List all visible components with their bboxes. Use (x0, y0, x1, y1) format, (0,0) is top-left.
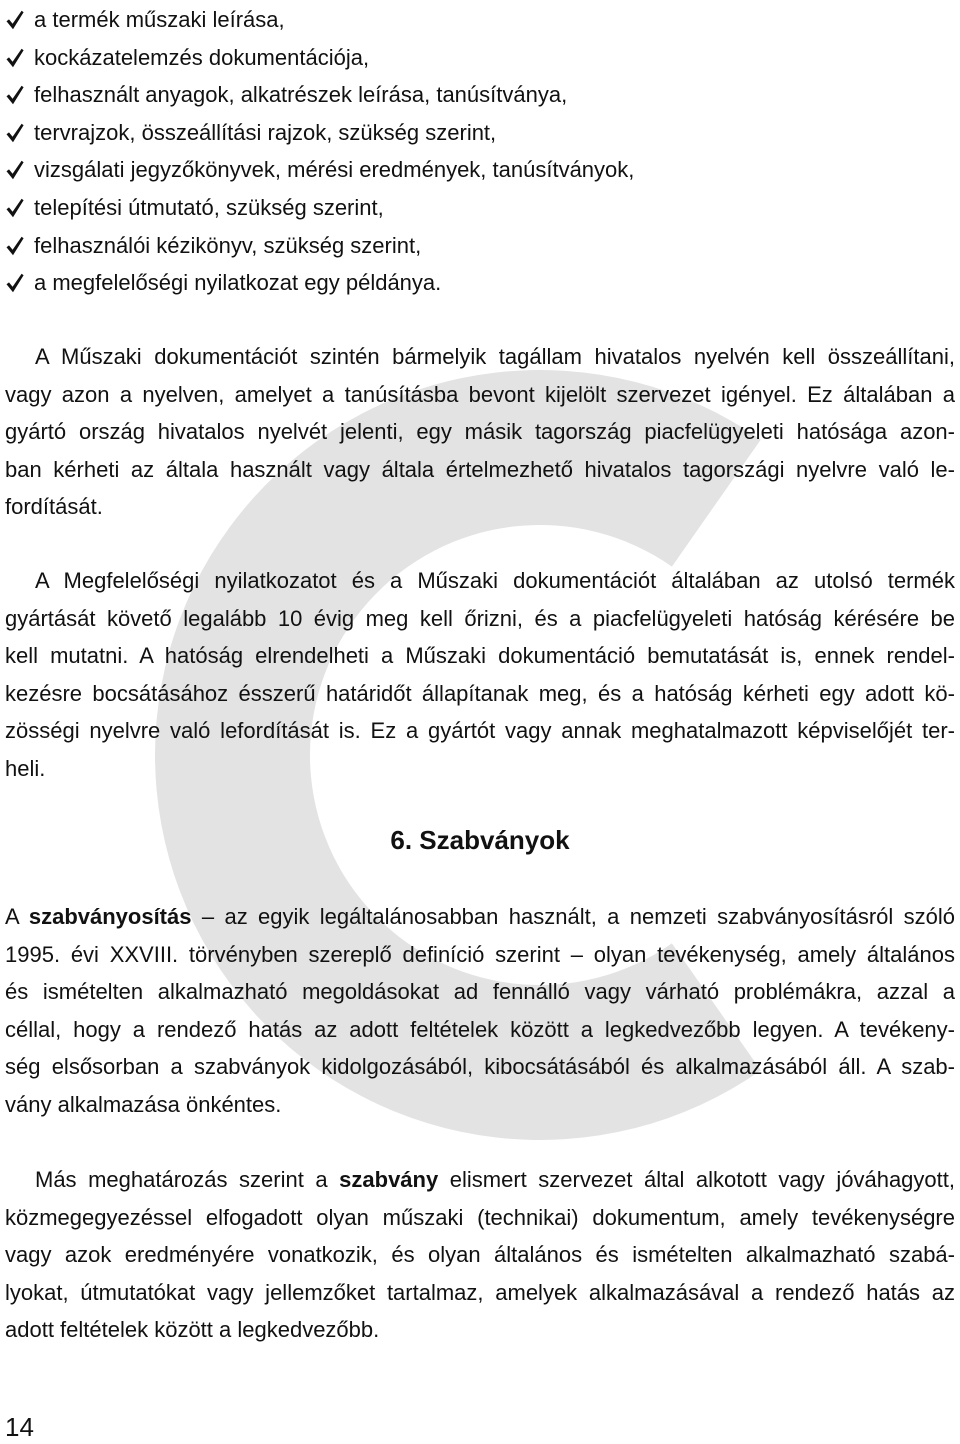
paragraph-retention-period (5, 562, 955, 787)
paragraph-line: és ismételten alkalmazható megoldásokat ad fennálló vagy várható problémákra, azzal a (5, 979, 955, 1004)
line-text: – az egyik legáltalánosabban használt, a nemzeti szabványosításról szóló (191, 904, 955, 929)
paragraph-line: vagy azon a nyelven, amelyet a tanúsításba bevont kijelölt szervezet igényel. Ez általában a (5, 381, 955, 407)
checklist-item (0, 39, 960, 77)
paragraph-line: gyártó ország hivatalos nyelvét jelenti, egy másik tagország piacfelügyeleti hatósága azon- (5, 419, 955, 444)
paragraph-line (5, 1161, 955, 1199)
line-text: elismert szervezet által alkotott vagy jóváhagyott, (438, 1167, 955, 1192)
check-icon (6, 10, 24, 30)
checklist-item (0, 1, 960, 39)
paragraph-technical-documentation-language (5, 338, 955, 526)
checklist-item-text: tervrajzok, összeállítási rajzok, szükség szerint, (34, 119, 497, 145)
paragraph-line: közmegegyezéssel elfogadott olyan műszaki (technikai) dokumentum, amely tevékenységre (5, 1204, 955, 1230)
paragraph-line (5, 898, 955, 936)
checklist-item-text: vizsgálati jegyzőkönyvek, mérési eredmények, tanúsítványok, (34, 157, 635, 183)
paragraph-line: A Megfelelőségi nyilatkozatot és a Műszaki dokumentációt általában az utolsó termék (35, 568, 955, 593)
line-text: A (5, 904, 29, 929)
checklist-item (0, 227, 960, 265)
page-number: 14 (5, 1412, 34, 1442)
paragraph-line: kezésre bocsátásához ésszerű határidőt állapítanak meg, és a hatóság kérheti egy adott kö- (5, 680, 955, 706)
checklist-item-text: a megfelelőségi nyilatkozat egy példánya. (34, 270, 442, 296)
checklist-item-text: kockázatelemzés dokumentációja, (34, 44, 370, 70)
paragraph-line: zösségi nyelvre való lefordítását is. Ez a gyártót vagy annak meghatalmazott képviselőjét ter- (5, 718, 955, 743)
paragraph-standard-definition (5, 1161, 955, 1349)
checklist-item-text: felhasználói kézikönyv, szükség szerint, (34, 232, 422, 258)
paragraph-line: adott feltételek között a legkedvezőbb. (5, 1317, 380, 1342)
paragraph-standardization-definition (5, 898, 955, 1123)
paragraph-line: gyártását követő legalább 10 évig meg kell őrizni, és a piacfelügyeleti hatóság kérésére be (5, 605, 955, 631)
bold-term: szabványosítás (28, 904, 192, 929)
check-icon (6, 236, 24, 256)
paragraph-line: heli. (5, 755, 46, 781)
bold-term: szabvány (339, 1167, 439, 1192)
checklist-item (0, 76, 960, 114)
checklist-item (0, 264, 960, 302)
paragraph-line: ség elsősorban a szabványok kidolgozásából, kibocsátásából és alkalmazásából áll. A szab- (5, 1054, 955, 1079)
checklist-item-text: telepítési útmutató, szükség szerint, (34, 194, 384, 220)
section-heading: 6. Szabványok (390, 825, 570, 855)
line-text: Más meghatározás szerint a (35, 1167, 340, 1192)
paragraph-line: vány alkalmazása önkéntes. (5, 1091, 282, 1117)
paragraph-line: A Műszaki dokumentációt szintén bármelyik tagállam hivatalos nyelvén kell összeállítani, (35, 344, 955, 369)
paragraph-line: céllal, hogy a rendező hatás az adott feltételek között a legkedvezőbb legyen. A tevékeny- (5, 1016, 955, 1042)
paragraph-line: kell mutatni. A hatóság elrendelheti a Műszaki dokumentáció bemutatását is, ennek rendel- (5, 643, 955, 668)
paragraph-line: lyokat, útmutatókat vagy jellemzőket tartalmaz, amelyek alkalmazásával a rendező hatás az (5, 1279, 955, 1305)
check-icon (6, 85, 24, 105)
checklist-item (0, 114, 960, 152)
requirements-checklist (0, 1, 960, 302)
check-icon (6, 48, 24, 68)
checklist-item-text: felhasznált anyagok, alkatrészek leírása, tanúsítványa, (34, 82, 568, 108)
check-icon (6, 273, 24, 293)
check-icon (6, 198, 24, 218)
paragraph-line: fordítását. (5, 494, 103, 519)
checklist-item (0, 189, 960, 227)
paragraph-line: ban kérheti az általa használt vagy általa értelmezhető hivatalos tagországi nyelvre való le- (5, 456, 955, 482)
check-icon (6, 160, 24, 180)
paragraph-line: vagy azok eredményére vonatkozik, és olyan általános és ismételten alkalmazható szabá- (5, 1242, 955, 1267)
checklist-item (0, 151, 960, 189)
checklist-item-text: a termék műszaki leírása, (34, 7, 285, 32)
paragraph-line: 1995. évi XXVIII. törvényben szereplő definíció szerint – olyan tevékenység, amely általános (5, 941, 955, 967)
check-icon (6, 123, 24, 143)
